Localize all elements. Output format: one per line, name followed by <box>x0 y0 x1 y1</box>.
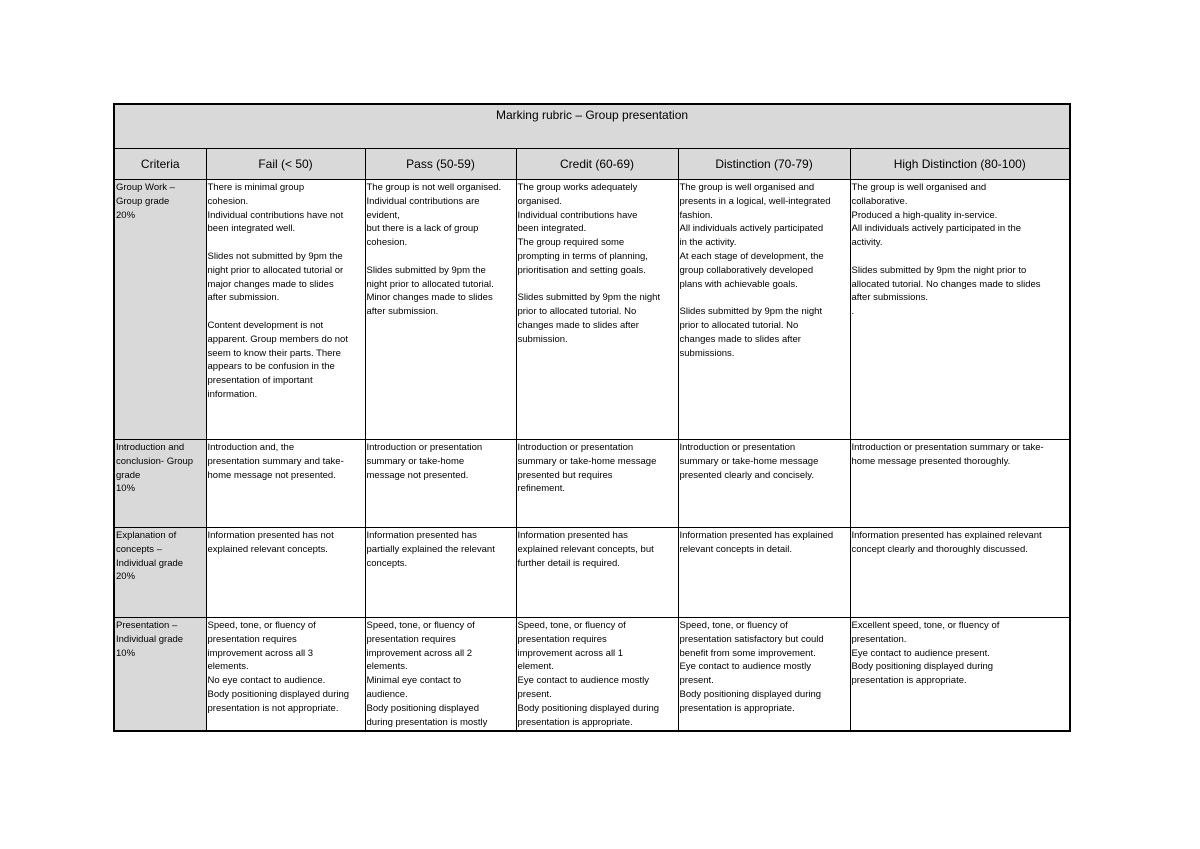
header-distinction: Distinction (70-79) <box>678 149 850 180</box>
rubric-row-presentation <box>114 618 1070 732</box>
distinction-cell: The group is well organised and presents in a logical, well-integrated fashion. All individuals actively participated in the activity. At each stage of development, the group collaboratively developed plans with achievable goals. Slides submitted by 9pm the night prior to allocated tutorial. No changes made to slides after submissions. <box>678 180 850 440</box>
high-distinction-cell: Excellent speed, tone, or fluency of presentation. Eye contact to audience present. Body positioning displayed during presentation is appropriate. <box>850 618 1070 732</box>
rubric-title: Marking rubric – Group presentation <box>114 104 1070 149</box>
criteria-cell: Presentation – Individual grade 10% <box>114 618 206 732</box>
fail-cell: Introduction and, the presentation summary and take- home message not presented. <box>206 440 365 528</box>
pass-cell: Speed, tone, or fluency of presentation requires improvement across all 2 elements. Minimal eye contact to audience. Body positioning displayed during presentation is mostly <box>365 618 516 732</box>
credit-cell: Speed, tone, or fluency of presentation requires improvement across all 1 element. Eye contact to audience mostly present. Body positioning displayed during presentation is appropriate. <box>516 618 678 732</box>
rubric-row-explanation <box>114 528 1070 618</box>
header-credit: Credit (60-69) <box>516 149 678 180</box>
fail-cell: Information presented has not explained relevant concepts. <box>206 528 365 618</box>
pass-cell: Introduction or presentation summary or take-home message not presented. <box>365 440 516 528</box>
header-pass: Pass (50-59) <box>365 149 516 180</box>
distinction-cell: Speed, tone, or fluency of presentation satisfactory but could benefit from some improvement. Eye contact to audience mostly present. Body positioning displayed during presentation is appropriate. <box>678 618 850 732</box>
pass-cell: The group is not well organised. Individual contributions are evident, but there is a lack of group cohesion. Slides submitted by 9pm the night prior to allocated tutorial. Minor changes made to slides after submission. <box>365 180 516 440</box>
high-distinction-cell: Introduction or presentation summary or take- home message presented thoroughly. <box>850 440 1070 528</box>
marking-rubric-table <box>113 103 1071 732</box>
fail-cell: There is minimal group cohesion. Individual contributions have not been integrated well. Slides not submitted by 9pm the night prior to allocated tutorial or major changes made to slides after submission. Content development is not apparent. Group members do not seem to know their parts. There appears to be confusion in the presentation of important information. <box>206 180 365 440</box>
criteria-cell: Group Work – Group grade 20% <box>114 180 206 440</box>
credit-cell: The group works adequately organised. Individual contributions have been integrated. The group required some prompting in terms of planning, prioritisation and setting goals. Slides submitted by 9pm the night prior to allocated tutorial. No changes made to slides after submission. <box>516 180 678 440</box>
credit-cell: Information presented has explained relevant concepts, but further detail is required. <box>516 528 678 618</box>
distinction-cell: Information presented has explained relevant concepts in detail. <box>678 528 850 618</box>
header-row <box>114 149 1070 180</box>
header-fail: Fail (< 50) <box>206 149 365 180</box>
distinction-cell: Introduction or presentation summary or take-home message presented clearly and concisely. <box>678 440 850 528</box>
rubric-row-introduction <box>114 440 1070 528</box>
criteria-cell: Explanation of concepts – Individual grade 20% <box>114 528 206 618</box>
header-criteria: Criteria <box>114 149 206 180</box>
pass-cell: Information presented has partially explained the relevant concepts. <box>365 528 516 618</box>
fail-cell: Speed, tone, or fluency of presentation requires improvement across all 3 elements. No eye contact to audience. Body positioning displayed during presentation is not appropriate. <box>206 618 365 732</box>
high-distinction-cell: Information presented has explained relevant concept clearly and thoroughly discussed. <box>850 528 1070 618</box>
rubric-row-group-work <box>114 180 1070 440</box>
header-high-distinction: High Distinction (80-100) <box>850 149 1070 180</box>
high-distinction-cell: The group is well organised and collaborative. Produced a high-quality in-service. All individuals actively participated in the activity. Slides submitted by 9pm the night prior to allocated tutorial. No changes made to slides after submissions. . <box>850 180 1070 440</box>
criteria-cell: Introduction and conclusion- Group grade 10% <box>114 440 206 528</box>
credit-cell: Introduction or presentation summary or take-home message presented but requires refinement. <box>516 440 678 528</box>
